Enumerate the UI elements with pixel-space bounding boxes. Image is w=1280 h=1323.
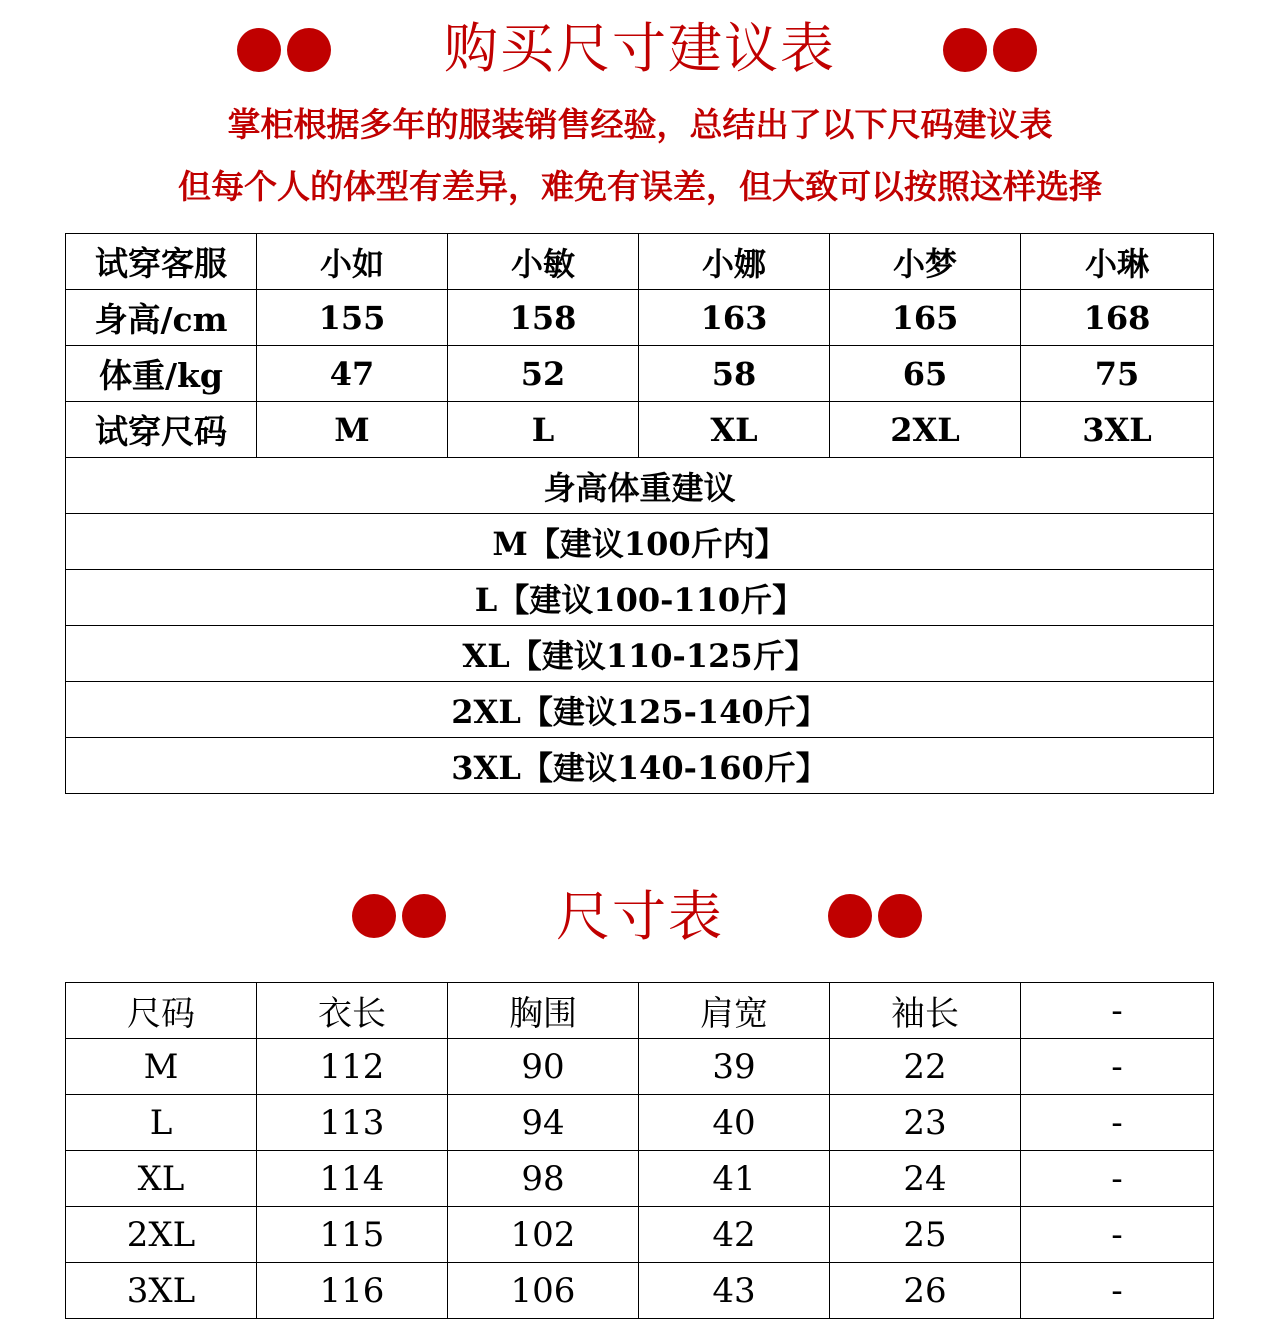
fit-table [65, 233, 1214, 794]
staff-name: 小敏 [448, 234, 639, 290]
table-row [66, 458, 1214, 514]
table-row [66, 738, 1214, 794]
table-row [66, 234, 1214, 290]
column-header: 袖长 [830, 983, 1021, 1039]
table-cell: L [448, 402, 639, 458]
table-cell: 43 [639, 1263, 830, 1319]
table-cell: 42 [639, 1207, 830, 1263]
advice-row: XL【建议110-125斤】 [66, 626, 1214, 682]
table-cell: 2XL [830, 402, 1021, 458]
decorative-dots-right-2 [828, 894, 922, 938]
table-cell: XL [66, 1151, 257, 1207]
red-dot-icon [943, 28, 987, 72]
size-table [65, 982, 1214, 1319]
size-chart-title: 尺寸表 [556, 885, 724, 948]
red-dot-icon [993, 28, 1037, 72]
table-cell: - [1021, 1095, 1214, 1151]
table-row [66, 1207, 1214, 1263]
subtitle-line-1: 掌柜根据多年的服装销售经验，总结出了以下尺码建议表 [227, 105, 1053, 144]
table-cell: 112 [257, 1039, 448, 1095]
table-cell: M [257, 402, 448, 458]
table-cell: 52 [448, 346, 639, 402]
advice-row: 3XL【建议140-160斤】 [66, 738, 1214, 794]
table-cell: 90 [448, 1039, 639, 1095]
table-cell: 94 [448, 1095, 639, 1151]
table-row [66, 1095, 1214, 1151]
staff-name: 小琳 [1021, 234, 1214, 290]
column-header: 衣长 [257, 983, 448, 1039]
table-cell: L [66, 1095, 257, 1151]
table-row [66, 514, 1214, 570]
table-cell: 155 [257, 290, 448, 346]
staff-name: 小梦 [830, 234, 1021, 290]
table-row [66, 402, 1214, 458]
table-cell: 39 [639, 1039, 830, 1095]
table-cell: 58 [639, 346, 830, 402]
table-row [66, 1039, 1214, 1095]
table-cell: - [1021, 1207, 1214, 1263]
table-cell: - [1021, 1151, 1214, 1207]
table-cell: 168 [1021, 290, 1214, 346]
advice-row: 2XL【建议125-140斤】 [66, 682, 1214, 738]
advice-row: M【建议100斤内】 [66, 514, 1214, 570]
red-dot-icon [878, 894, 922, 938]
table-cell: 26 [830, 1263, 1021, 1319]
table-cell: 116 [257, 1263, 448, 1319]
row-label-weight: 体重/kg [66, 346, 257, 402]
table-cell: 163 [639, 290, 830, 346]
advice-header: 身高体重建议 [66, 458, 1214, 514]
advice-row: L【建议100-110斤】 [66, 570, 1214, 626]
staff-name: 小如 [257, 234, 448, 290]
table-cell: 106 [448, 1263, 639, 1319]
red-dot-icon [828, 894, 872, 938]
table-cell: 114 [257, 1151, 448, 1207]
table-cell: M [66, 1039, 257, 1095]
table-cell: XL [639, 402, 830, 458]
table-cell: 98 [448, 1151, 639, 1207]
table-cell: 40 [639, 1095, 830, 1151]
table-row [66, 346, 1214, 402]
table-row [66, 626, 1214, 682]
table-row [66, 1263, 1214, 1319]
staff-name: 小娜 [639, 234, 830, 290]
table-cell: 3XL [1021, 402, 1214, 458]
column-header: 尺码 [66, 983, 257, 1039]
table-row [66, 290, 1214, 346]
column-header: - [1021, 983, 1214, 1039]
column-header: 肩宽 [639, 983, 830, 1039]
table-cell: 158 [448, 290, 639, 346]
row-label-tried-size: 试穿尺码 [66, 402, 257, 458]
table-cell: - [1021, 1263, 1214, 1319]
table-cell: 75 [1021, 346, 1214, 402]
row-label-height: 身高/cm [66, 290, 257, 346]
table-cell: 41 [639, 1151, 830, 1207]
table-header-row [66, 983, 1214, 1039]
table-cell: - [1021, 1039, 1214, 1095]
table-cell: 3XL [66, 1263, 257, 1319]
row-label-fit-staff: 试穿客服 [66, 234, 257, 290]
table-cell: 113 [257, 1095, 448, 1151]
table-row [66, 570, 1214, 626]
table-cell: 24 [830, 1151, 1021, 1207]
table-cell: 22 [830, 1039, 1021, 1095]
table-cell: 102 [448, 1207, 639, 1263]
table-cell: 165 [830, 290, 1021, 346]
table-cell: 23 [830, 1095, 1021, 1151]
table-cell: 2XL [66, 1207, 257, 1263]
size-advice-title: 购买尺寸建议表 [444, 17, 836, 80]
table-row [66, 1151, 1214, 1207]
table-cell: 25 [830, 1207, 1021, 1263]
decorative-dots-right-1 [943, 28, 1037, 72]
subtitle-line-2: 但每个人的体型有差异，难免有误差，但大致可以按照这样选择 [178, 167, 1102, 206]
table-cell: 47 [257, 346, 448, 402]
table-cell: 115 [257, 1207, 448, 1263]
column-header: 胸围 [448, 983, 639, 1039]
table-cell: 65 [830, 346, 1021, 402]
table-row [66, 682, 1214, 738]
